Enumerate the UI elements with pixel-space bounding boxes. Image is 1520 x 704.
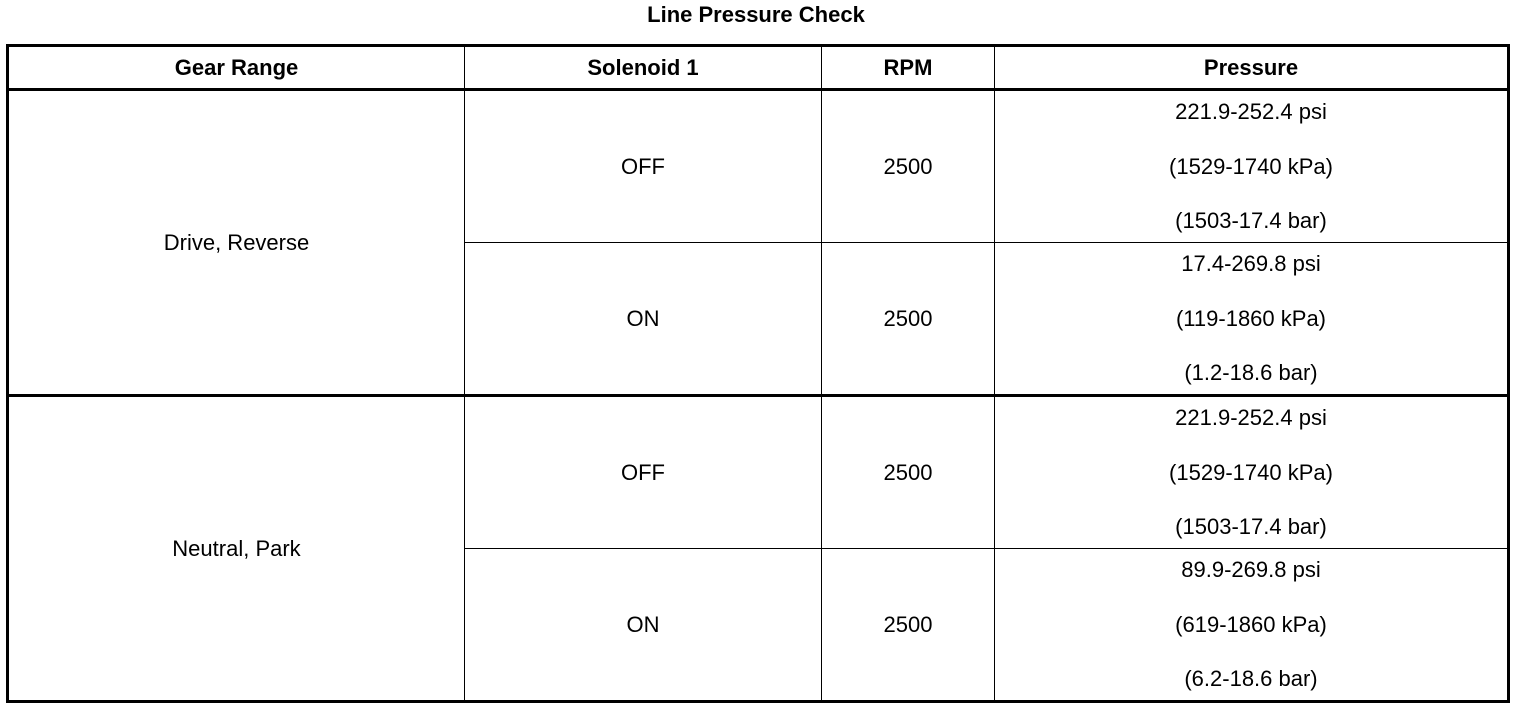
rpm-cell: 2500 — [822, 396, 995, 549]
header-row — [8, 46, 1509, 90]
header-gear-range: Gear Range — [8, 46, 465, 90]
pressure-kpa: (1529-1740 kPa) — [1169, 153, 1333, 179]
pressure-cell — [995, 549, 1509, 702]
pressure-bar: (1.2-18.6 bar) — [1184, 360, 1318, 385]
pressure-cell — [995, 90, 1509, 243]
pressure-psi: 89.9-269.8 psi — [1181, 557, 1321, 582]
rpm-cell: 2500 — [822, 243, 995, 396]
solenoid-cell: OFF — [465, 90, 822, 243]
pressure-kpa: (119-1860 kPa) — [1175, 305, 1326, 331]
table-row — [8, 396, 1509, 549]
table-row — [8, 90, 1509, 243]
solenoid-cell: OFF — [465, 396, 822, 549]
gear-range-cell: Drive, Reverse — [8, 90, 465, 396]
rpm-cell: 2500 — [822, 90, 995, 243]
page-title: Line Pressure Check — [647, 2, 865, 27]
pressure-cell — [995, 243, 1509, 396]
pressure-psi: 221.9-252.4 psi — [1175, 99, 1327, 124]
pressure-kpa: (619-1860 kPa) — [1175, 611, 1327, 637]
header-solenoid: Solenoid 1 — [465, 46, 822, 90]
pressure-cell — [995, 396, 1509, 549]
header-pressure: Pressure — [995, 46, 1509, 90]
pressure-bar: (1503-17.4 bar) — [1175, 208, 1327, 233]
pressure-bar: (1503-17.4 bar) — [1175, 514, 1327, 539]
pressure-psi: 17.4-269.8 psi — [1181, 251, 1321, 276]
header-rpm: RPM — [822, 46, 995, 90]
solenoid-cell: ON — [465, 243, 822, 396]
pressure-psi: 221.9-252.4 psi — [1175, 405, 1327, 430]
solenoid-cell: ON — [465, 549, 822, 702]
rpm-cell: 2500 — [822, 549, 995, 702]
pressure-kpa: (1529-1740 kPa) — [1169, 459, 1333, 485]
pressure-bar: (6.2-18.6 bar) — [1184, 666, 1318, 691]
line-pressure-table — [6, 44, 1510, 703]
gear-range-cell: Neutral, Park — [8, 396, 465, 702]
